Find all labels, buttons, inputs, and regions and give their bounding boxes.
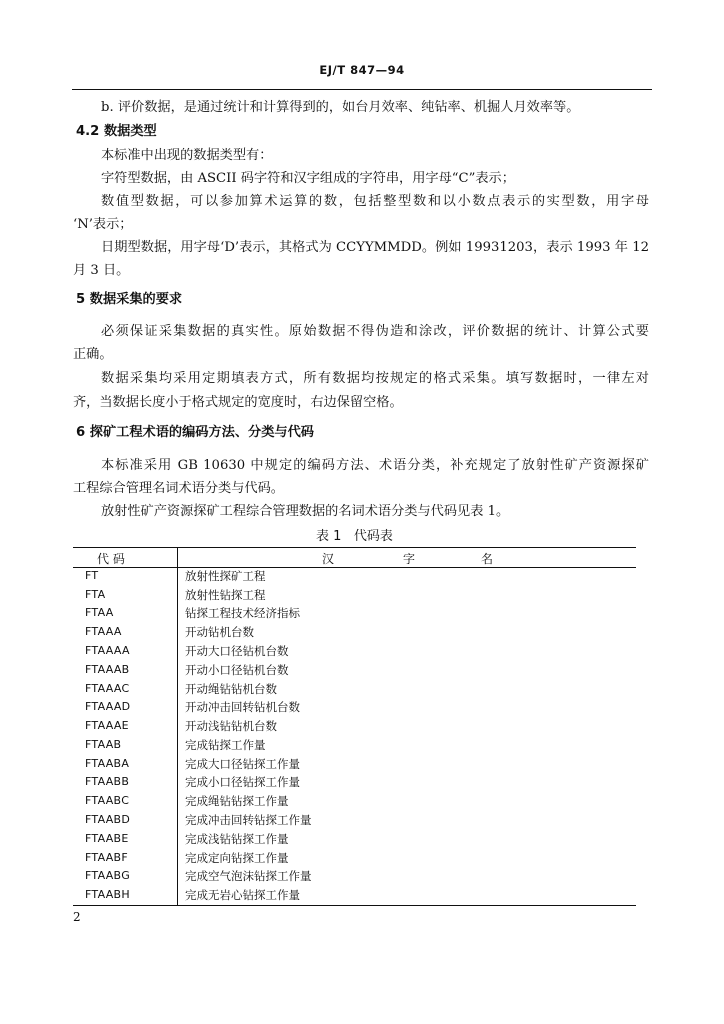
- table-row-code: FTAABB: [85, 775, 130, 788]
- table-title: [316, 525, 393, 544]
- s5-para2-line1: 数据采集均采用定期填表方式，所有数据均按规定的格式采集。填写数据时，一律左对: [101, 371, 649, 386]
- column-header-name-char-2: 字: [403, 552, 416, 566]
- s42-num-type-line1: 数值型数据，可以参加算术运算的数，包括整型数和以小数点表示的实型数，用字母: [101, 194, 649, 209]
- column-header-name-char-1: 汉: [322, 552, 335, 566]
- s42-date-type-line2: 月 3 日。: [73, 263, 130, 278]
- s42-date-type-line1: 日期型数据，用字母‘D’表示，其格式为 CCYYMMDD。例如 19931203，表示 1993 年 12: [101, 240, 649, 255]
- table-row-name: 放射性钻探工程: [185, 588, 266, 602]
- page-number: 2: [73, 910, 81, 924]
- table-row-code: FTA: [85, 588, 106, 601]
- table-row-code: FTAAAB: [85, 663, 130, 676]
- table-number: 表 1: [316, 529, 342, 544]
- table-row-code: FTAAAD: [85, 700, 131, 713]
- table-row-name: 放射性探矿工程: [185, 569, 266, 583]
- table-caption: 代码表: [353, 529, 393, 544]
- s5-para1-line1: 必须保证采集数据的真实性。原始数据不得伪造和涂改，评价数据的统计、计算公式要: [101, 324, 649, 339]
- table-row-code: FTAABD: [85, 813, 131, 826]
- s6-para1-line2: 工程综合管理名词术语分类与代码。: [73, 481, 284, 496]
- table-row-code: FTAABE: [85, 832, 129, 845]
- table-row-name: 钻探工程技术经济指标: [185, 606, 300, 620]
- s6-para2: 放射性矿产资源探矿工程综合管理数据的名词术语分类与代码见表 1。: [101, 504, 510, 519]
- table-row-name: 完成浅钻钻探工作量: [185, 832, 289, 846]
- s5-para1-line2: 正确。: [73, 347, 113, 362]
- table-row-name: 完成小口径钻探工作量: [185, 775, 300, 789]
- table-row-code: FTAAAC: [85, 682, 130, 695]
- table-row-name: 完成定向钻探工作量: [185, 851, 289, 865]
- table-row-name: 开动小口径钻机台数: [185, 663, 289, 677]
- s42-char-type: 字符型数据，由 ASCII 码字符和汉字组成的字符串，用字母“C”表示；: [101, 171, 515, 186]
- s5-para2-line2: 齐，当数据长度小于格式规定的宽度时，右边保留空格。: [73, 395, 403, 410]
- header-rule: [72, 89, 652, 90]
- section-4-2-heading: 4.2 数据类型: [76, 124, 157, 139]
- table-row-name: 开动冲击回转钻机台数: [185, 700, 300, 714]
- section-5-heading: 5 数据采集的要求: [76, 292, 183, 307]
- item-b: b. 评价数据，是通过统计和计算得到的，如台月效率、纯钻率、机掘人月效率等。: [101, 100, 580, 115]
- table-row-name: 开动浅钻钻机台数: [185, 719, 277, 733]
- table-column-divider: [177, 547, 178, 905]
- table-row-code: FTAAAE: [85, 719, 129, 732]
- table-row-code: FTAABA: [85, 757, 130, 770]
- table-row-name: 完成空气泡沫钻探工作量: [185, 869, 312, 883]
- s42-intro: 本标准中出现的数据类型有：: [101, 148, 273, 163]
- table-row-code: FTAAB: [85, 738, 122, 751]
- table-row-name: 开动钻机台数: [185, 625, 254, 639]
- section-6-heading: 6 探矿工程术语的编码方法、分类与代码: [76, 425, 314, 440]
- table-top-rule: [73, 547, 636, 548]
- table-row-code: FT: [85, 569, 99, 582]
- s42-num-type-line2: ‘N’表示；: [73, 217, 133, 232]
- table-row-code: FTAAA: [85, 625, 122, 638]
- table-row-code: FTAABH: [85, 888, 130, 901]
- table-row-code: FTAAAA: [85, 644, 130, 657]
- column-header-name-char-3: 名: [481, 552, 494, 566]
- table-row-name: 完成冲击回转钻探工作量: [185, 813, 312, 827]
- table-row-name: 开动大口径钻机台数: [185, 644, 289, 658]
- table-row-name: 完成绳钻钻探工作量: [185, 794, 289, 808]
- table-row-code: FTAA: [85, 606, 114, 619]
- table-row-name: 开动绳钻钻机台数: [185, 682, 277, 696]
- s6-para1-line1: 本标准采用 GB 10630 中规定的编码方法、术语分类，补充规定了放射性矿产资源探矿: [101, 458, 649, 473]
- table-row-name: 完成无岩心钻探工作量: [185, 888, 300, 902]
- table-bottom-rule: [73, 905, 636, 906]
- table-row-name: 完成大口径钻探工作量: [185, 757, 300, 771]
- table-row-name: 完成钻探工作量: [185, 738, 266, 752]
- table-header-rule: [73, 567, 636, 568]
- table-row-code: FTAABF: [85, 851, 129, 864]
- table-row-code: FTAABG: [85, 869, 131, 882]
- table-row-code: FTAABC: [85, 794, 130, 807]
- standard-code-header: EJ/T 847—94: [319, 63, 405, 77]
- column-header-code: 代 码: [97, 552, 125, 566]
